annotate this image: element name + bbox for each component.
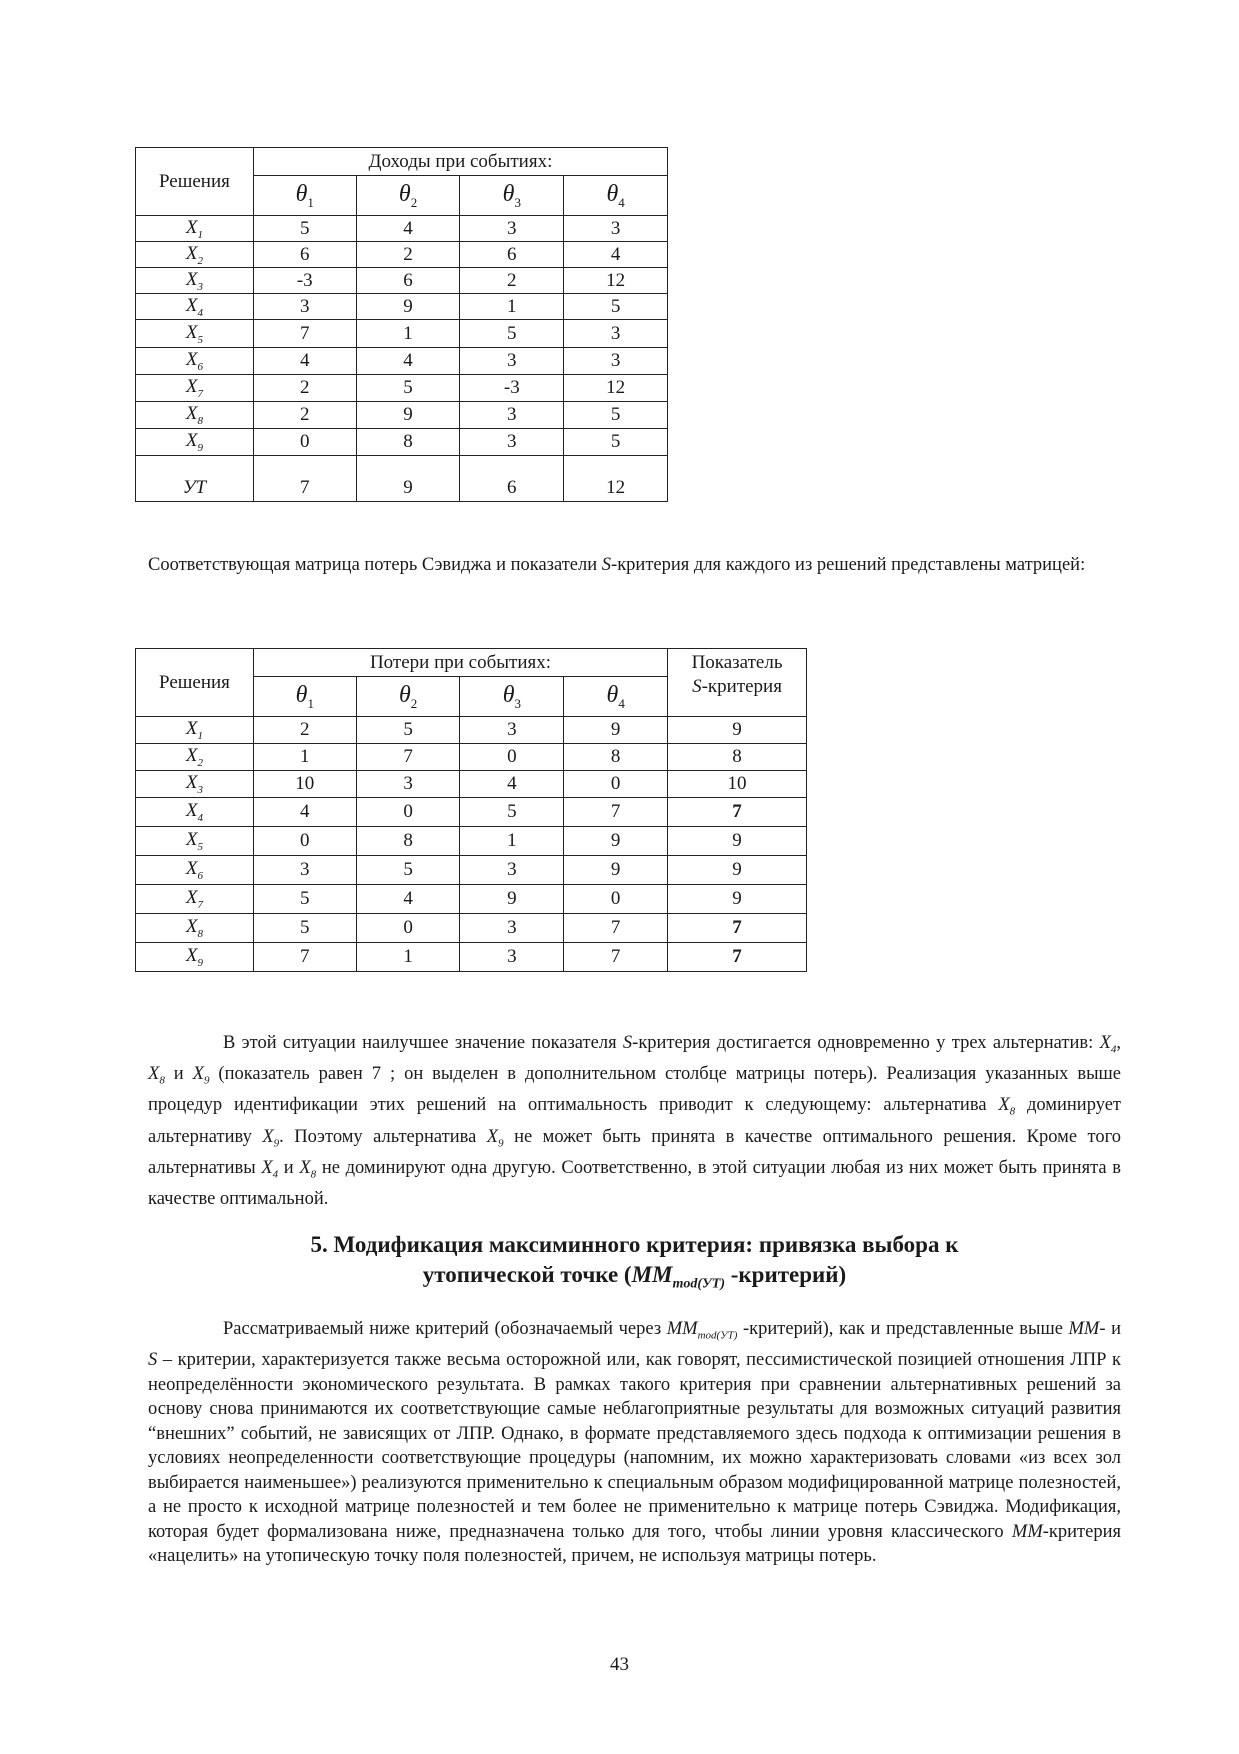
value-cell: 4 bbox=[356, 216, 460, 242]
row-label-sub: 4 bbox=[197, 811, 203, 824]
value-cell: 9 bbox=[356, 294, 460, 320]
row-label-sub: 3 bbox=[197, 783, 203, 796]
value-cell: 3 bbox=[460, 216, 564, 242]
row-label-sub: 7 bbox=[197, 898, 203, 911]
indicator-header-line2: S-критерия bbox=[692, 676, 782, 697]
value-cell: 7 bbox=[253, 943, 356, 972]
table-row bbox=[136, 914, 807, 943]
loss-table bbox=[135, 648, 807, 972]
value-cell: 8 bbox=[564, 744, 668, 771]
income-table bbox=[135, 147, 668, 502]
value-cell: 7 bbox=[253, 320, 356, 348]
theta-index: 1 bbox=[307, 194, 314, 210]
value-cell: 5 bbox=[564, 402, 668, 429]
table-row bbox=[136, 268, 668, 294]
indicator-header-line1: Показатель bbox=[691, 652, 783, 673]
theta-index: 4 bbox=[618, 194, 625, 210]
s-criterion-cell: 7 bbox=[668, 914, 807, 943]
theta-index: 2 bbox=[410, 194, 418, 210]
row-label: $X_4$ bbox=[136, 294, 254, 320]
row-label: $X_7$ bbox=[136, 375, 254, 402]
theta-header-1: $\theta_1$ bbox=[253, 677, 356, 717]
theta-header-4: $\theta_4$ bbox=[564, 176, 668, 216]
s-criterion-cell: 10 bbox=[668, 771, 807, 798]
page-number: 43 bbox=[610, 1654, 629, 1675]
table-row bbox=[136, 885, 807, 914]
table1-row-header: Решения bbox=[136, 148, 254, 216]
table1-group-header: Доходы при событиях: bbox=[253, 148, 667, 176]
value-cell: 3 bbox=[460, 402, 564, 429]
value-cell: 5 bbox=[356, 856, 460, 885]
value-cell: 0 bbox=[460, 744, 564, 771]
value-cell: 3 bbox=[460, 943, 564, 972]
heading-line1: 5. Модификация максиминного критерия: привязка выбора к bbox=[310, 1232, 959, 1257]
value-cell: 3 bbox=[460, 348, 564, 375]
table2-group-header: Потери при событиях: bbox=[253, 649, 667, 677]
row-label-sub: 8 bbox=[197, 927, 203, 940]
value-cell: 4 bbox=[253, 348, 356, 375]
value-cell: -3 bbox=[253, 268, 356, 294]
heading-line2: утопической точке ($MM_{mod(УТ)}$ -критерий) bbox=[422, 1262, 847, 1292]
value-cell: 12 bbox=[564, 268, 668, 294]
s-criterion-cell: 7 bbox=[668, 798, 807, 827]
value-cell: 3 bbox=[460, 914, 564, 943]
theta-index: 4 bbox=[618, 695, 625, 711]
value-cell-ut: 9 bbox=[356, 456, 460, 502]
value-cell: 5 bbox=[253, 885, 356, 914]
row-label: $X_7$ bbox=[136, 885, 254, 914]
value-cell: 1 bbox=[253, 744, 356, 771]
value-cell: 4 bbox=[356, 885, 460, 914]
value-cell: 0 bbox=[356, 914, 460, 943]
value-cell: 3 bbox=[253, 294, 356, 320]
table-row bbox=[136, 294, 668, 320]
row-label: $X_8$ bbox=[136, 402, 254, 429]
table2-indicator-header bbox=[668, 649, 807, 717]
theta-header-2: $\theta_2$ bbox=[356, 677, 460, 717]
row-label-sub: 1 bbox=[197, 729, 203, 742]
value-cell: 1 bbox=[356, 943, 460, 972]
row-label: $X_2$ bbox=[136, 242, 254, 268]
row-label-sub: 2 bbox=[197, 254, 203, 267]
row-label: $X_9$ bbox=[136, 429, 254, 456]
value-cell: -3 bbox=[460, 375, 564, 402]
value-cell: 7 bbox=[564, 798, 668, 827]
value-cell: 2 bbox=[460, 268, 564, 294]
value-cell: 0 bbox=[564, 771, 668, 798]
row-label-sub: 2 bbox=[197, 756, 203, 769]
row-label-sub: 6 bbox=[197, 869, 203, 882]
value-cell: 7 bbox=[564, 943, 668, 972]
table-row bbox=[136, 429, 668, 456]
row-label-sub: 5 bbox=[197, 333, 203, 346]
row-label-sub: 5 bbox=[197, 840, 203, 853]
value-cell: 0 bbox=[253, 827, 356, 856]
theta-header-2: $\theta_2$ bbox=[356, 176, 460, 216]
value-cell-ut: 7 bbox=[253, 456, 356, 502]
value-cell: 5 bbox=[460, 798, 564, 827]
value-cell: 9 bbox=[564, 717, 668, 744]
table2-row-header: Решения bbox=[136, 649, 254, 717]
row-label: $X_1$ bbox=[136, 216, 254, 242]
theta-index: 2 bbox=[410, 695, 418, 711]
s-criterion-cell: 9 bbox=[668, 856, 807, 885]
s-criterion-cell: 8 bbox=[668, 744, 807, 771]
row-label: $X_5$ bbox=[136, 320, 254, 348]
row-label: $X_1$ bbox=[136, 717, 254, 744]
value-cell: 5 bbox=[564, 429, 668, 456]
value-cell: 7 bbox=[356, 744, 460, 771]
row-label: $X_3$ bbox=[136, 771, 254, 798]
paragraph-mm-mod-description: Рассматриваемый ниже критерий (обозначаемый через $MM_{mod(УТ)}$ -критерий), как и представленные выше MM- и S – критерии, характеризуется также весьма осторожной или, как говорят, пессимистической позицией отношения ЛПР к неопределённости экономического результата. В рамках такого критерия при сравнении альтернативных решений за основу снова принимаются их соответствующие самые неблагоприятные результаты для возможных ситуаций развития “внешних” событий, не зависящих от ЛПР. Однако, в формате представляемого здесь подхода к оптимизации решения в условиях неопределенности соответствующие процедуры (напомним, их можно характеризовать словами «из всех зол выбирается наименьшее») реализуются применительно к специальным образом модифицированной матрице полезностей, а не просто к исходной матрице полезностей и тем более не применительно к матрице потерь Сэвиджа. Модификация, которая будет формализована ниже, предназначена только для того, чтобы линии уровня классического MM-критерия «нацелить» на утопическую точку поля полезностей, причем, не используя матрицы потерь. bbox=[148, 1319, 1122, 1567]
row-label-sub: 7 bbox=[197, 387, 203, 400]
value-cell: 5 bbox=[356, 375, 460, 402]
value-cell: 2 bbox=[253, 375, 356, 402]
row-label-sub: 6 bbox=[197, 360, 203, 373]
row-label-sub: 9 bbox=[197, 441, 203, 454]
value-cell-ut: 6 bbox=[460, 456, 564, 502]
row-label: $X_8$ bbox=[136, 914, 254, 943]
value-cell: 8 bbox=[356, 827, 460, 856]
value-cell: 9 bbox=[460, 885, 564, 914]
value-cell: 12 bbox=[564, 375, 668, 402]
value-cell: 5 bbox=[356, 717, 460, 744]
row-label-sub: 4 bbox=[197, 306, 203, 319]
value-cell: 0 bbox=[356, 798, 460, 827]
row-label: $X_3$ bbox=[136, 268, 254, 294]
value-cell: 2 bbox=[253, 402, 356, 429]
value-cell: 3 bbox=[253, 856, 356, 885]
value-cell: 4 bbox=[253, 798, 356, 827]
row-label: $X_6$ bbox=[136, 348, 254, 375]
value-cell: 4 bbox=[564, 242, 668, 268]
s-criterion-cell: 9 bbox=[668, 885, 807, 914]
value-cell: 3 bbox=[356, 771, 460, 798]
s-criterion-cell: 9 bbox=[668, 717, 807, 744]
table-row bbox=[136, 943, 807, 972]
row-label: $X_6$ bbox=[136, 856, 254, 885]
theta-header-1: $\theta_1$ bbox=[253, 176, 356, 216]
value-cell: 4 bbox=[356, 348, 460, 375]
s-criterion-cell: 7 bbox=[668, 943, 807, 972]
value-cell: 3 bbox=[564, 320, 668, 348]
row-label: $X_4$ bbox=[136, 798, 254, 827]
value-cell: 6 bbox=[460, 242, 564, 268]
value-cell: 1 bbox=[460, 827, 564, 856]
paragraph-analysis: В этой ситуации наилучшее значение показателя S-критерия достигается одновременно у трех альтернатив: $X_4$, $X_8$ и $X_9$ (показатель равен 7 ; он выделен в дополнительном столбце матрицы потерь). Реализация указанных выше процедур идентификации этих решений на оптимальность приводит к следующему: альтернатива $X_8$ доминирует альтернативу $X_9$. Поэтому альтернатива $X_9$ не может быть принята в качестве оптимального решения. Кроме того альтернативы $X_4$ и $X_8$ не доминируют одна другую. Соответственно, в этой ситуации любая из них может быть принята в качестве оптимальной. bbox=[148, 1033, 1122, 1209]
value-cell: 0 bbox=[564, 885, 668, 914]
theta-header-3: $\theta_3$ bbox=[460, 677, 564, 717]
table-row bbox=[136, 216, 668, 242]
theta-header-4: $\theta_4$ bbox=[564, 677, 668, 717]
row-label: $X_2$ bbox=[136, 744, 254, 771]
value-cell: 3 bbox=[460, 717, 564, 744]
row-label: $X_9$ bbox=[136, 943, 254, 972]
table-row bbox=[136, 348, 668, 375]
value-cell: 5 bbox=[460, 320, 564, 348]
value-cell: 9 bbox=[564, 827, 668, 856]
theta-index: 3 bbox=[514, 194, 521, 210]
value-cell-ut: 12 bbox=[564, 456, 668, 502]
row-label-sub: 9 bbox=[197, 956, 203, 969]
row-label-sub: 1 bbox=[197, 228, 203, 241]
table-row bbox=[136, 771, 807, 798]
table-row bbox=[136, 856, 807, 885]
table-row bbox=[136, 827, 807, 856]
value-cell: 4 bbox=[460, 771, 564, 798]
value-cell: 3 bbox=[564, 216, 668, 242]
theta-index: 3 bbox=[514, 695, 522, 711]
value-cell: 2 bbox=[253, 717, 356, 744]
table-row bbox=[136, 320, 668, 348]
value-cell: 6 bbox=[253, 242, 356, 268]
value-cell: 3 bbox=[460, 856, 564, 885]
theta-header-3: $\theta_3$ bbox=[460, 176, 564, 216]
table-row bbox=[136, 375, 668, 402]
value-cell: 3 bbox=[564, 348, 668, 375]
s-criterion-cell: 9 bbox=[668, 827, 807, 856]
value-cell: 2 bbox=[356, 242, 460, 268]
theta-index: 1 bbox=[307, 695, 314, 711]
value-cell: 8 bbox=[356, 429, 460, 456]
value-cell: 7 bbox=[564, 914, 668, 943]
value-cell: 1 bbox=[460, 294, 564, 320]
value-cell: 5 bbox=[564, 294, 668, 320]
table-row bbox=[136, 402, 668, 429]
paragraph-savage-intro bbox=[148, 553, 1121, 578]
table-row bbox=[136, 744, 807, 771]
table-row bbox=[136, 717, 807, 744]
value-cell: 10 bbox=[253, 771, 356, 798]
row-label-ut: УТ bbox=[136, 456, 254, 502]
row-label-sub: 3 bbox=[197, 280, 203, 293]
section-heading bbox=[148, 1230, 1121, 1300]
table-row-ut bbox=[136, 456, 668, 502]
table-row bbox=[136, 242, 668, 268]
value-cell: 5 bbox=[253, 914, 356, 943]
table-row bbox=[136, 798, 807, 827]
value-cell: 6 bbox=[356, 268, 460, 294]
value-cell: 9 bbox=[564, 856, 668, 885]
row-label-sub: 8 bbox=[197, 414, 203, 427]
value-cell: 3 bbox=[460, 429, 564, 456]
row-label: $X_5$ bbox=[136, 827, 254, 856]
value-cell: 9 bbox=[356, 402, 460, 429]
value-cell: 5 bbox=[253, 216, 356, 242]
value-cell: 1 bbox=[356, 320, 460, 348]
para1-text: Соответствующая матрица потерь Сэвиджа и показатели S-критерия для каждого из решений представлены матрицей: bbox=[148, 555, 1086, 575]
value-cell: 0 bbox=[253, 429, 356, 456]
